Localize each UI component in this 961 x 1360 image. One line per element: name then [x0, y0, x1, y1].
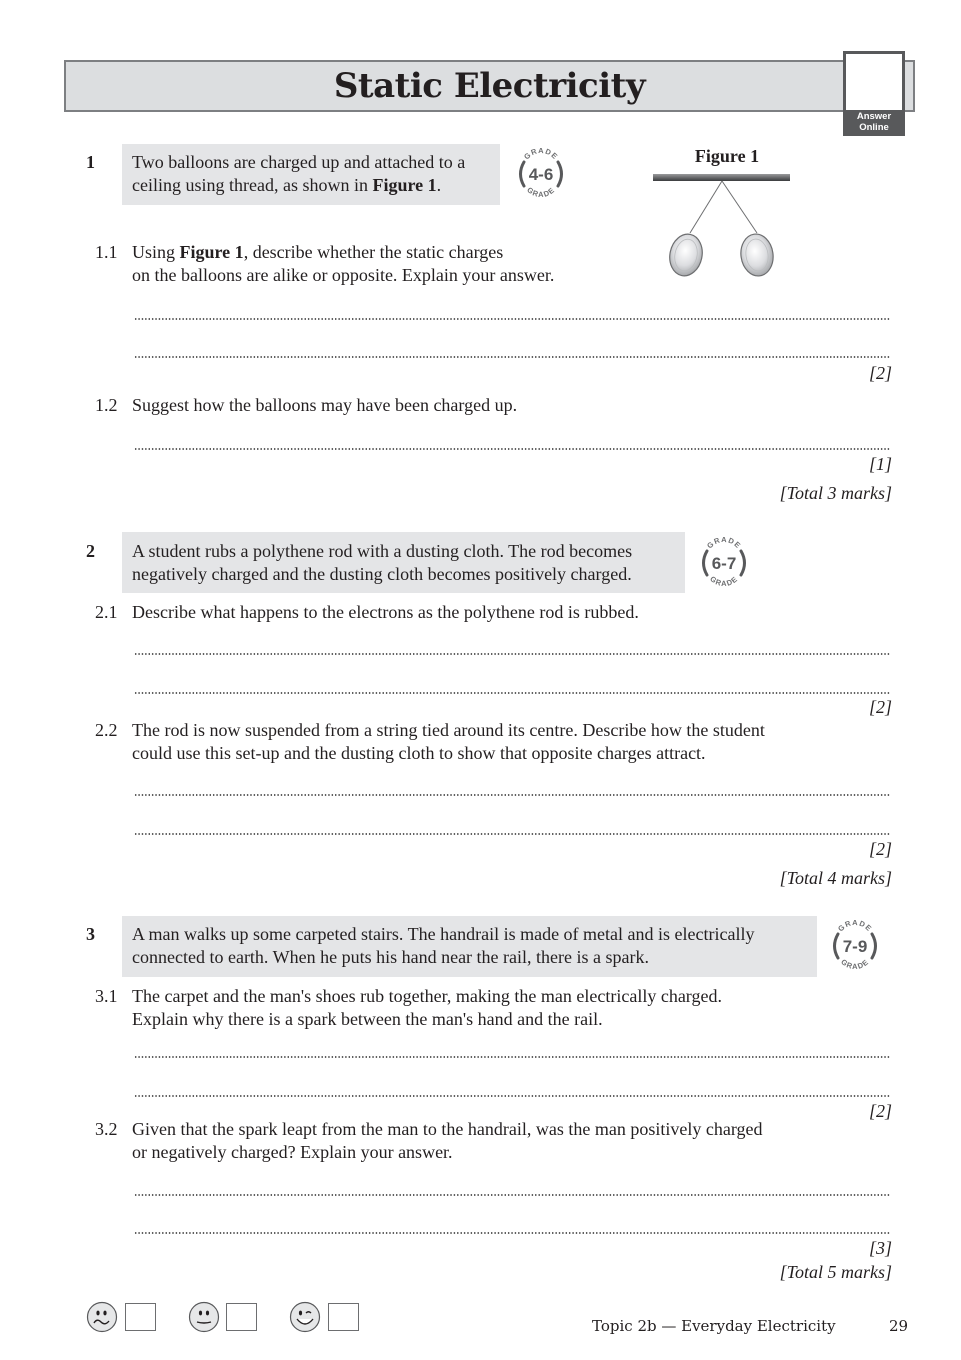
marks-label: [3] [868, 1238, 892, 1258]
self-assessment-neutral [188, 1301, 220, 1338]
grade-badge [514, 148, 568, 200]
grade-label: GRADE [708, 574, 740, 589]
grade-badge [828, 920, 882, 972]
answer-line[interactable] [134, 317, 890, 321]
answer-line[interactable] [134, 1231, 890, 1235]
subquestion-line [132, 241, 652, 264]
answer-line[interactable] [134, 691, 890, 695]
intro-line: connected to earth. When he puts his hand near the rail, there is a spark. [132, 947, 649, 967]
footer-topic: Topic 2b — Everyday Electricity [592, 1317, 836, 1335]
svg-text:GRADE [705, 537, 743, 550]
question-intro-text [132, 151, 497, 197]
answer-line[interactable] [134, 652, 890, 656]
total-marks: [Total 3 marks] [779, 483, 892, 503]
intro-line: negatively charged and the dusting cloth becomes positively charged. [132, 564, 632, 584]
question-intro-text [132, 923, 817, 969]
subquestion-line: or negatively charged? Explain your answer. [132, 1142, 453, 1162]
self-assessment-happy [289, 1301, 321, 1338]
intro-line: A man walks up some carpeted stairs. The handrail is made of metal and is electrically [132, 924, 755, 944]
marks-label: [1] [868, 454, 892, 474]
grade-label: GRADE [705, 537, 743, 551]
marks-label: [2] [868, 839, 892, 859]
subquestion-line: Explain why there is a spark between the man's hand and the rail. [132, 1009, 603, 1029]
marks-label: [2] [868, 697, 892, 717]
intro-text: ceiling using thread, as shown in [132, 175, 373, 195]
grade-badge-icon [697, 537, 751, 589]
intro-line [132, 174, 497, 197]
subquestion-text [132, 719, 852, 765]
grade-badge-icon [828, 920, 882, 972]
grade-label: GRADE [839, 957, 871, 972]
subquestion-text [132, 985, 852, 1031]
grade-value: 6-7 [711, 554, 737, 573]
svg-text:GRADE [708, 574, 739, 588]
subquestion-text: Describe what happens to the electrons as the polythene rod is rubbed. [132, 602, 639, 622]
total-marks: [Total 5 marks] [779, 1262, 892, 1282]
figure-ref: Figure 1 [372, 175, 437, 195]
figure-ref: Figure 1 [179, 242, 244, 262]
marks-label: [2] [868, 363, 892, 383]
neutral-face-icon [188, 1301, 220, 1333]
subquestion-line: The carpet and the man's shoes rub together, making the man electrically charged. [132, 986, 722, 1006]
svg-text:GRADE [839, 957, 870, 971]
page-number: 29 [889, 1317, 909, 1335]
subquestion-number: 2.1 [95, 602, 118, 622]
question-intro-text [132, 540, 687, 586]
question-number: 3 [86, 924, 95, 944]
ceiling [653, 174, 790, 181]
subquestion-number: 1.1 [95, 242, 118, 262]
grade-label: GRADE [525, 185, 557, 200]
thread-left [690, 181, 722, 233]
svg-text:GRADE [836, 920, 874, 933]
svg-text:GRADE [525, 185, 556, 199]
subquestion-number: 3.1 [95, 986, 118, 1006]
answer-line[interactable] [134, 793, 890, 797]
subquestion-line: The rod is now suspended from a string tied around its centre. Describe how the student [132, 720, 765, 740]
answer-label-line1: Answer [856, 111, 892, 122]
self-assessment-checkbox[interactable] [125, 1303, 156, 1331]
answer-line[interactable] [134, 832, 890, 836]
balloons-illustration [652, 170, 792, 282]
answer-line[interactable] [134, 1193, 890, 1197]
subquestion-number: 2.2 [95, 720, 118, 740]
figure-1-balloons [652, 170, 792, 287]
grade-value: 4-6 [528, 165, 554, 184]
subquestion-text [132, 1118, 852, 1164]
balloon-left [666, 231, 706, 279]
answer-checkbox[interactable] [846, 54, 902, 110]
thread-right [722, 181, 757, 233]
grade-badge [697, 537, 751, 589]
subquestion-text: Suggest how the balloons may have been charged up. [132, 395, 518, 415]
page-title: Static Electricity [333, 66, 646, 106]
subquestion-number: 1.2 [95, 395, 118, 415]
total-marks: [Total 4 marks] [779, 868, 892, 888]
grade-label: GRADE [522, 148, 560, 162]
answer-line[interactable] [134, 447, 890, 451]
subquestion-text [132, 241, 652, 287]
self-assessment-checkbox[interactable] [328, 1303, 359, 1331]
subquestion-number: 3.2 [95, 1119, 118, 1139]
subquestion-line: on the balloons are alike or opposite. Explain your answer. [132, 265, 555, 285]
subquestion-line: could use this set-up and the dusting cloth to show that opposite charges attract. [132, 743, 706, 763]
marks-label: [2] [868, 1101, 892, 1121]
text: , describe whether the static charges [243, 242, 504, 262]
question-number: 2 [86, 541, 95, 561]
sad-face-icon [86, 1301, 118, 1333]
self-assessment-checkbox[interactable] [226, 1303, 257, 1331]
grade-value: 7-9 [842, 937, 868, 956]
answer-online-label [843, 111, 905, 133]
intro-text: . [436, 175, 442, 195]
intro-line: Two balloons are charged up and attached to a [132, 152, 466, 172]
intro-line: A student rubs a polythene rod with a dusting cloth. The rod becomes [132, 541, 633, 561]
grade-label: GRADE [836, 920, 874, 934]
subquestion-line: Given that the spark leapt from the man to the handrail, was the man positively charged [132, 1119, 763, 1139]
svg-text:GRADE [522, 148, 560, 161]
self-assessment-sad [86, 1301, 118, 1338]
answer-line[interactable] [134, 355, 890, 359]
answer-line[interactable] [134, 1094, 890, 1098]
answer-line[interactable] [134, 1055, 890, 1059]
answer-label-line2: Online [859, 122, 889, 133]
question-number: 1 [86, 152, 95, 172]
happy-face-icon [289, 1301, 321, 1333]
figure-title: Figure 1 [694, 146, 760, 166]
grade-badge-icon [514, 148, 568, 200]
text: Using [132, 242, 180, 262]
